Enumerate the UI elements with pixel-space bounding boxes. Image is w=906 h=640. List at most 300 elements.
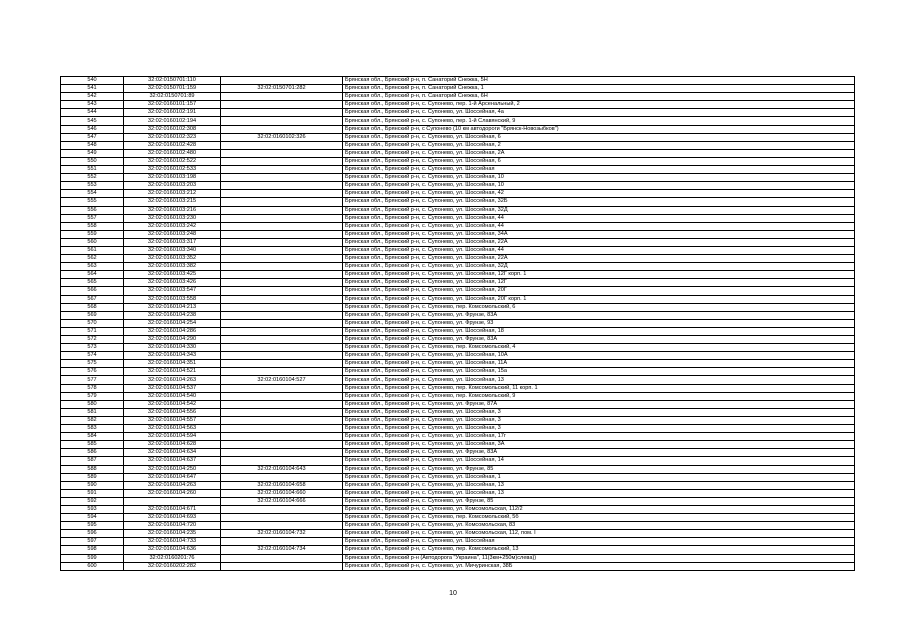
row-number-cell: 555 (61, 198, 124, 206)
row-number-cell: 580 (61, 400, 124, 408)
cadastral-number-cell: 32:02:0160104:634 (124, 449, 221, 457)
table-row (61, 562, 855, 570)
linked-cadastral-number-cell (221, 360, 343, 368)
linked-cadastral-number-cell (221, 505, 343, 513)
address-cell: Брянская обл., Брянский р-н, с. Супонево, ул. Шоссейная, 15а (343, 368, 855, 376)
address-cell: Брянская обл., Брянский р-н, с. Супонево, ул. Шоссейная, 12Г корп. 1 (343, 271, 855, 279)
address-cell: Брянская обл., Брянский р-н, с. Супонево, ул. Шоссейная, 6 (343, 157, 855, 165)
address-cell: Брянская обл., Брянский р-н, с. Супонево, ул. Шоссейная, 42 (343, 190, 855, 198)
row-number-cell: 557 (61, 214, 124, 222)
cadastral-number-cell: 32:02:0160103:212 (124, 190, 221, 198)
cadastral-number-cell: 32:02:0160103:242 (124, 222, 221, 230)
table-row (61, 263, 855, 271)
row-number-cell: 568 (61, 303, 124, 311)
cadastral-number-cell: 32:02:0160104:542 (124, 400, 221, 408)
address-cell: Брянская обл., Брянский р-н, с. Супонево, ул. Шоссейная, 2 (343, 141, 855, 149)
table-row (61, 77, 855, 85)
table-row (61, 400, 855, 408)
row-number-cell: 558 (61, 222, 124, 230)
linked-cadastral-number-cell (221, 457, 343, 465)
address-cell: Брянская обл., Брянский р-н, с. Супонево, пер. Комсомольский, 11 корп. 1 (343, 384, 855, 392)
cadastral-number-cell: 32:02:0160104:637 (124, 457, 221, 465)
row-number-cell: 567 (61, 295, 124, 303)
address-cell: Брянская обл., Брянский р-н, с. Супонево, ул. Шоссейная, 12Г (343, 279, 855, 287)
address-cell: Брянская обл., Брянский р-н, с. Супонево, ул. Фрунзе, 85 (343, 465, 855, 473)
cadastral-table (60, 76, 855, 571)
row-number-cell: 592 (61, 497, 124, 505)
row-number-cell: 553 (61, 182, 124, 190)
linked-cadastral-number-cell: 32:02:0160104:658 (221, 481, 343, 489)
address-cell: Брянская обл., Брянский р-н, с. Супонево, ул. Шоссейная, 32Д (343, 263, 855, 271)
table-row (61, 384, 855, 392)
linked-cadastral-number-cell (221, 392, 343, 400)
row-number-cell: 562 (61, 255, 124, 263)
row-number-cell: 599 (61, 554, 124, 562)
table-row (61, 368, 855, 376)
row-number-cell: 566 (61, 287, 124, 295)
linked-cadastral-number-cell (221, 141, 343, 149)
cadastral-number-cell: 32:02:0160102:323 (124, 133, 221, 141)
linked-cadastral-number-cell (221, 101, 343, 109)
cadastral-number-cell: 32:02:0160104:238 (124, 311, 221, 319)
row-number-cell: 578 (61, 384, 124, 392)
cadastral-number-cell: 32:02:0160104:556 (124, 408, 221, 416)
linked-cadastral-number-cell (221, 303, 343, 311)
row-number-cell: 584 (61, 433, 124, 441)
linked-cadastral-number-cell (221, 449, 343, 457)
address-cell: Брянская обл., Брянский р-н, с. Супонево, ул. Шоссейная, 13 (343, 489, 855, 497)
address-cell: Брянская обл., Брянский р-н, с. Супонево, ул. Шоссейная, 3А (343, 441, 855, 449)
row-number-cell: 561 (61, 246, 124, 254)
table-row (61, 554, 855, 562)
table-row (61, 141, 855, 149)
row-number-cell: 543 (61, 101, 124, 109)
row-number-cell: 547 (61, 133, 124, 141)
linked-cadastral-number-cell (221, 416, 343, 424)
row-number-cell: 585 (61, 441, 124, 449)
address-cell: Брянская обл., Брянский р-н, п. Санаторий Снежка, 1 (343, 85, 855, 93)
address-cell: Брянская обл., Брянский р-н, с. Супонево, пер. 1-й Арсенальный, 2 (343, 101, 855, 109)
table-row (61, 182, 855, 190)
cadastral-number-cell: 32:02:0160104:263 (124, 481, 221, 489)
address-cell: Брянская обл., Брянский р-н, с. Супонево, ул. Шоссейная, 32Д (343, 206, 855, 214)
row-number-cell: 571 (61, 327, 124, 335)
cadastral-number-cell: 32:02:0160101:157 (124, 101, 221, 109)
address-cell: Брянская обл., Брянский р-н, с. Супонево, ул. Шоссейная, 3 (343, 416, 855, 424)
address-cell: Брянская обл., Брянский р-н, с. Супонево, ул. Фрунзе, 93 (343, 319, 855, 327)
address-cell: Брянская обл., Брянский р-н, с. Супонево, ул. Шоссейная, 20Г (343, 287, 855, 295)
table-row (61, 174, 855, 182)
row-number-cell: 593 (61, 505, 124, 513)
cadastral-number-cell: 32:02:0160104:250 (124, 465, 221, 473)
cadastral-number-cell: 32:02:0160104:647 (124, 473, 221, 481)
cadastral-number-cell: 32:02:0160102:428 (124, 141, 221, 149)
linked-cadastral-number-cell (221, 562, 343, 570)
cadastral-number-cell: 32:02:0160103:352 (124, 255, 221, 263)
table-row (61, 133, 855, 141)
table-row (61, 93, 855, 101)
cadastral-number-cell: 32:02:0160103:558 (124, 295, 221, 303)
row-number-cell: 541 (61, 85, 124, 93)
row-number-cell: 596 (61, 530, 124, 538)
address-cell: Брянская обл., Брянский р-н, с. Супонево, пер. Комсомольский, 5б (343, 514, 855, 522)
cadastral-number-cell: 32:02:0160104:254 (124, 319, 221, 327)
table-row (61, 481, 855, 489)
address-cell: Брянская обл., Брянский р-н, с. Супонево, ул. Фрунзе, 87А (343, 400, 855, 408)
address-cell: Брянская обл., Брянский р-н, с. Супонево, ул. Шоссейная, 44 (343, 222, 855, 230)
table-row (61, 360, 855, 368)
linked-cadastral-number-cell (221, 77, 343, 85)
address-cell: Брянская обл., Брянский р-н, с. Супонево, ул. Шоссейная, 3 (343, 425, 855, 433)
table-row (61, 295, 855, 303)
linked-cadastral-number-cell (221, 157, 343, 165)
address-cell: Брянская обл., Брянский р-н, с. Супонево, пер. Комсомольский, 6 (343, 303, 855, 311)
cadastral-number-cell: 32:02:0150701:110 (124, 77, 221, 85)
address-cell: Брянская обл., Брянский р-н, с Супонево (10 км автодороги "Брянск-Новозыбков") (343, 125, 855, 133)
table-row (61, 214, 855, 222)
linked-cadastral-number-cell (221, 246, 343, 254)
cadastral-number-cell: 32:02:0160201:76 (124, 554, 221, 562)
row-number-cell: 591 (61, 489, 124, 497)
linked-cadastral-number-cell (221, 384, 343, 392)
table-row (61, 271, 855, 279)
cadastral-number-cell: 32:02:0160103:216 (124, 206, 221, 214)
address-cell: Брянская обл., Брянский р-н, с. Супонево, ул. Фрунзе, 83А (343, 311, 855, 319)
row-number-cell: 594 (61, 514, 124, 522)
cadastral-number-cell: 32:02:0160102:480 (124, 149, 221, 157)
table-row (61, 425, 855, 433)
table-row (61, 489, 855, 497)
cadastral-number-cell: 32:02:0160104:628 (124, 441, 221, 449)
cadastral-number-cell: 32:02:0160104:671 (124, 505, 221, 513)
row-number-cell: 542 (61, 93, 124, 101)
row-number-cell: 556 (61, 206, 124, 214)
linked-cadastral-number-cell (221, 514, 343, 522)
row-number-cell: 540 (61, 77, 124, 85)
cadastral-number-cell (124, 497, 221, 505)
table-row (61, 255, 855, 263)
table-row (61, 279, 855, 287)
cadastral-number-cell: 32:02:0150701:89 (124, 93, 221, 101)
table-row (61, 287, 855, 295)
cadastral-number-cell: 32:02:0160103:198 (124, 174, 221, 182)
cadastral-number-cell: 32:02:0160103:382 (124, 263, 221, 271)
row-number-cell: 600 (61, 562, 124, 570)
table-row (61, 238, 855, 246)
address-cell: Брянская обл., Брянский р-н, с. Супонево, ул. Шоссейная, 11А (343, 360, 855, 368)
linked-cadastral-number-cell (221, 295, 343, 303)
table-row (61, 222, 855, 230)
cadastral-number-cell: 32:02:0160103:317 (124, 238, 221, 246)
address-cell: Брянская обл., Брянский р-н, с. Супонево, ул. Шоссейная (343, 166, 855, 174)
address-cell: Брянская обл., Брянский р-н, с. Супонево, ул. Шоссейная, 10А (343, 352, 855, 360)
address-cell: Брянская обл., Брянский р-н, с. Супонево, ул. Шоссейная, 32Б (343, 198, 855, 206)
table-row (61, 336, 855, 344)
row-number-cell: 587 (61, 457, 124, 465)
row-number-cell: 573 (61, 344, 124, 352)
linked-cadastral-number-cell (221, 174, 343, 182)
address-cell: Брянская обл., Брянский р-н, с. Супонево, ул. Шоссейная, 10 (343, 182, 855, 190)
address-cell: Брянская обл., Брянский р-н, с. Супонево, ул. Мичуринская, 38Б (343, 562, 855, 570)
cadastral-number-cell: 32:02:0160103:547 (124, 287, 221, 295)
cadastral-number-cell: 32:02:0160103:425 (124, 271, 221, 279)
cadastral-number-cell: 32:02:0160104:733 (124, 538, 221, 546)
linked-cadastral-number-cell (221, 344, 343, 352)
table-row (61, 166, 855, 174)
address-cell: Брянская обл., Брянский р-н, с. Супонево, ул. Шоссейная, 17г (343, 433, 855, 441)
linked-cadastral-number-cell (221, 222, 343, 230)
table-row (61, 465, 855, 473)
address-cell: Брянская обл., Брянский р-н, с. Супонево, ул. Фрунзе, 83А (343, 449, 855, 457)
row-number-cell: 546 (61, 125, 124, 133)
linked-cadastral-number-cell (221, 149, 343, 157)
linked-cadastral-number-cell (221, 279, 343, 287)
address-cell: Брянская обл., Брянский р-н, с. Супонево, пер. Комсомольский, 13 (343, 546, 855, 554)
cadastral-number-cell: 32:02:0160104:330 (124, 344, 221, 352)
linked-cadastral-number-cell (221, 166, 343, 174)
row-number-cell: 583 (61, 425, 124, 433)
row-number-cell: 582 (61, 416, 124, 424)
cadastral-number-cell: 32:02:0160103:230 (124, 214, 221, 222)
cadastral-number-cell: 32:02:0160103:248 (124, 230, 221, 238)
linked-cadastral-number-cell (221, 125, 343, 133)
row-number-cell: 588 (61, 465, 124, 473)
row-number-cell: 574 (61, 352, 124, 360)
address-cell: Брянская обл., Брянский р-н, с. Супонево, ул. Шоссейная, 1 (343, 473, 855, 481)
table-row (61, 538, 855, 546)
row-number-cell: 564 (61, 271, 124, 279)
row-number-cell: 552 (61, 174, 124, 182)
linked-cadastral-number-cell (221, 368, 343, 376)
table-body (61, 77, 855, 571)
table-row (61, 246, 855, 254)
address-cell: Брянская обл., Брянский р-н, п. Санаторий Снежка, 6Н (343, 93, 855, 101)
row-number-cell: 575 (61, 360, 124, 368)
page-number: 10 (449, 590, 457, 597)
cadastral-number-cell: 32:02:0160103:340 (124, 246, 221, 254)
table-row (61, 303, 855, 311)
table-row (61, 206, 855, 214)
row-number-cell: 576 (61, 368, 124, 376)
table-row (61, 117, 855, 125)
address-cell: Брянская обл., Брянский р-н, с. Супонево, ул. Шоссейная, 18 (343, 327, 855, 335)
address-cell: Брянская обл., Брянский р-н, с. Супонево, ул. Шоссейная, 4а (343, 109, 855, 117)
address-cell: Брянская обл., Брянский р-н, с. Супонево, ул. Шоссейная, 3 (343, 408, 855, 416)
address-cell: Брянская обл., Брянский р-н, с. Супонево, ул. Фрунзе, 83А (343, 336, 855, 344)
table-row (61, 449, 855, 457)
address-cell: Брянская обл., Брянский р-н, с. Супонево, ул. Шоссейная, 13 (343, 376, 855, 384)
address-cell: Брянская обл., Брянский р-н, с. Супонево, ул. Шоссейная, 20Г корп. 1 (343, 295, 855, 303)
table-row (61, 352, 855, 360)
row-number-cell: 548 (61, 141, 124, 149)
table-row (61, 530, 855, 538)
table-row (61, 101, 855, 109)
linked-cadastral-number-cell (221, 327, 343, 335)
table-row (61, 457, 855, 465)
table-row (61, 546, 855, 554)
table-row (61, 149, 855, 157)
row-number-cell: 598 (61, 546, 124, 554)
linked-cadastral-number-cell (221, 230, 343, 238)
row-number-cell: 550 (61, 157, 124, 165)
linked-cadastral-number-cell (221, 214, 343, 222)
linked-cadastral-number-cell (221, 311, 343, 319)
linked-cadastral-number-cell (221, 238, 343, 246)
row-number-cell: 549 (61, 149, 124, 157)
address-cell: Брянская обл., Брянский р-н, с. Супонево, ул. Шоссейная, 22А (343, 255, 855, 263)
table-row (61, 190, 855, 198)
address-cell: Брянская обл., Брянский р-н, с. Супонево, пер. Комсомольский, 4 (343, 344, 855, 352)
table-row (61, 433, 855, 441)
table-row (61, 109, 855, 117)
table-row (61, 311, 855, 319)
address-cell: Брянская обл., Брянский р-н, с. Супонево, ул. Комсомольская, 112/2 (343, 505, 855, 513)
table-row (61, 416, 855, 424)
row-number-cell: 589 (61, 473, 124, 481)
address-cell: Брянская обл., Брянский р-н, с. Супонево, ул. Шоссейная, 44 (343, 214, 855, 222)
address-cell: Брянская обл., Брянский р-н, с. Супонево, ул. Шоссейная, 13 (343, 481, 855, 489)
linked-cadastral-number-cell (221, 117, 343, 125)
linked-cadastral-number-cell (221, 271, 343, 279)
cadastral-number-cell: 32:02:0160104:260 (124, 489, 221, 497)
linked-cadastral-number-cell: 32:02:0160104:643 (221, 465, 343, 473)
address-cell: Брянская обл., Брянский р-н, п. Санаторий Снежка, 5Н (343, 77, 855, 85)
cadastral-number-cell: 32:02:0160102:191 (124, 109, 221, 117)
table-row (61, 514, 855, 522)
table-row (61, 392, 855, 400)
cadastral-number-cell: 32:02:0160102:533 (124, 166, 221, 174)
table-row (61, 497, 855, 505)
table-row (61, 344, 855, 352)
cadastral-number-cell: 32:02:0160104:594 (124, 433, 221, 441)
cadastral-number-cell: 32:02:0160104:521 (124, 368, 221, 376)
row-number-cell: 572 (61, 336, 124, 344)
cadastral-number-cell: 32:02:0160102:308 (124, 125, 221, 133)
address-cell: Брянская обл., Брянский р-н, с. Супонево, ул. Шоссейная (343, 538, 855, 546)
row-number-cell: 595 (61, 522, 124, 530)
cadastral-number-cell: 32:02:0160103:215 (124, 198, 221, 206)
table-row (61, 376, 855, 384)
linked-cadastral-number-cell: 32:02:0160104:732 (221, 530, 343, 538)
cadastral-number-cell: 32:02:0160104:263 (124, 376, 221, 384)
row-number-cell: 590 (61, 481, 124, 489)
row-number-cell: 579 (61, 392, 124, 400)
row-number-cell: 581 (61, 408, 124, 416)
table-row (61, 441, 855, 449)
address-cell: Брянская обл., Брянский р-н, с. Супонево, ул. Шоссейная, 14 (343, 457, 855, 465)
row-number-cell: 560 (61, 238, 124, 246)
linked-cadastral-number-cell: 32:02:0160104:734 (221, 546, 343, 554)
linked-cadastral-number-cell: 32:02:0160104:666 (221, 497, 343, 505)
linked-cadastral-number-cell (221, 263, 343, 271)
linked-cadastral-number-cell (221, 190, 343, 198)
linked-cadastral-number-cell (221, 473, 343, 481)
row-number-cell: 597 (61, 538, 124, 546)
table-row (61, 157, 855, 165)
table-row (61, 505, 855, 513)
linked-cadastral-number-cell: 32:02:0150701:282 (221, 85, 343, 93)
cadastral-number-cell: 32:02:0160104:286 (124, 327, 221, 335)
row-number-cell: 569 (61, 311, 124, 319)
cadastral-number-cell: 32:02:0160103:426 (124, 279, 221, 287)
table-row (61, 125, 855, 133)
cadastral-number-cell: 32:02:0160102:522 (124, 157, 221, 165)
row-number-cell: 545 (61, 117, 124, 125)
linked-cadastral-number-cell (221, 408, 343, 416)
linked-cadastral-number-cell (221, 538, 343, 546)
table-row (61, 319, 855, 327)
cadastral-number-cell: 32:02:0160104:213 (124, 303, 221, 311)
linked-cadastral-number-cell (221, 182, 343, 190)
linked-cadastral-number-cell (221, 287, 343, 295)
linked-cadastral-number-cell (221, 93, 343, 101)
table-row (61, 85, 855, 93)
linked-cadastral-number-cell (221, 433, 343, 441)
linked-cadastral-number-cell (221, 255, 343, 263)
address-cell: Брянская обл., Брянский р-н, с. Супонево, ул. Шоссейная, 6 (343, 133, 855, 141)
linked-cadastral-number-cell: 32:02:0160104:527 (221, 376, 343, 384)
linked-cadastral-number-cell (221, 554, 343, 562)
cadastral-number-cell: 32:02:0160104:636 (124, 546, 221, 554)
cadastral-number-cell: 32:02:0160104:540 (124, 392, 221, 400)
table-row (61, 230, 855, 238)
linked-cadastral-number-cell (221, 206, 343, 214)
table-row (61, 522, 855, 530)
address-cell: Брянская обл., Брянский р-н, с. Супонево, ул. Шоссейная, 44 (343, 246, 855, 254)
address-cell: Брянская обл., Брянский р-н, с. Супонево, ул. Фрунзе, 85 (343, 497, 855, 505)
row-number-cell: 554 (61, 190, 124, 198)
address-cell: Брянская обл., Брянский р-н, с. Супонево, ул. Комсомольская, 83 (343, 522, 855, 530)
linked-cadastral-number-cell (221, 319, 343, 327)
cadastral-number-cell: 32:02:0160104:235 (124, 530, 221, 538)
linked-cadastral-number-cell (221, 352, 343, 360)
cadastral-number-cell: 32:02:0160104:720 (124, 522, 221, 530)
linked-cadastral-number-cell (221, 522, 343, 530)
address-cell: Брянская обл., Брянский р-н (Автодорога "Украина", 11(3км+250м)слева)) (343, 554, 855, 562)
address-cell: Брянская обл., Брянский р-н, с. Супонево, ул. Шоссейная, 10 (343, 174, 855, 182)
table-row (61, 198, 855, 206)
cadastral-number-cell: 32:02:0160104:351 (124, 360, 221, 368)
row-number-cell: 551 (61, 166, 124, 174)
address-cell: Брянская обл., Брянский р-н, с. Супонево, пер. 1-й Славянский, 9 (343, 117, 855, 125)
address-cell: Брянская обл., Брянский р-н, с. Супонево, пер. Комсомольский, 9 (343, 392, 855, 400)
cadastral-number-cell: 32:02:0160104:290 (124, 336, 221, 344)
linked-cadastral-number-cell (221, 400, 343, 408)
row-number-cell: 570 (61, 319, 124, 327)
address-cell: Брянская обл., Брянский р-н, с. Супонево, ул. Шоссейная, 2А (343, 149, 855, 157)
table-row (61, 473, 855, 481)
linked-cadastral-number-cell: 32:02:0160104:660 (221, 489, 343, 497)
address-cell: Брянская обл., Брянский р-н, с. Супонево, ул. Шоссейная, 34А (343, 230, 855, 238)
linked-cadastral-number-cell (221, 441, 343, 449)
linked-cadastral-number-cell (221, 425, 343, 433)
cadastral-number-cell: 32:02:0160104:343 (124, 352, 221, 360)
cadastral-number-cell: 32:02:0160104:693 (124, 514, 221, 522)
row-number-cell: 586 (61, 449, 124, 457)
row-number-cell: 577 (61, 376, 124, 384)
row-number-cell: 565 (61, 279, 124, 287)
cadastral-number-cell: 32:02:0160104:537 (124, 384, 221, 392)
row-number-cell: 544 (61, 109, 124, 117)
linked-cadastral-number-cell: 32:02:0160102:326 (221, 133, 343, 141)
linked-cadastral-number-cell (221, 198, 343, 206)
cadastral-number-cell: 32:02:0160104:557 (124, 416, 221, 424)
cadastral-number-cell: 32:02:0160104:563 (124, 425, 221, 433)
cadastral-number-cell: 32:02:0160103:203 (124, 182, 221, 190)
cadastral-number-cell: 32:02:0160102:194 (124, 117, 221, 125)
cadastral-number-cell: 32:02:0150701:159 (124, 85, 221, 93)
table-row (61, 327, 855, 335)
